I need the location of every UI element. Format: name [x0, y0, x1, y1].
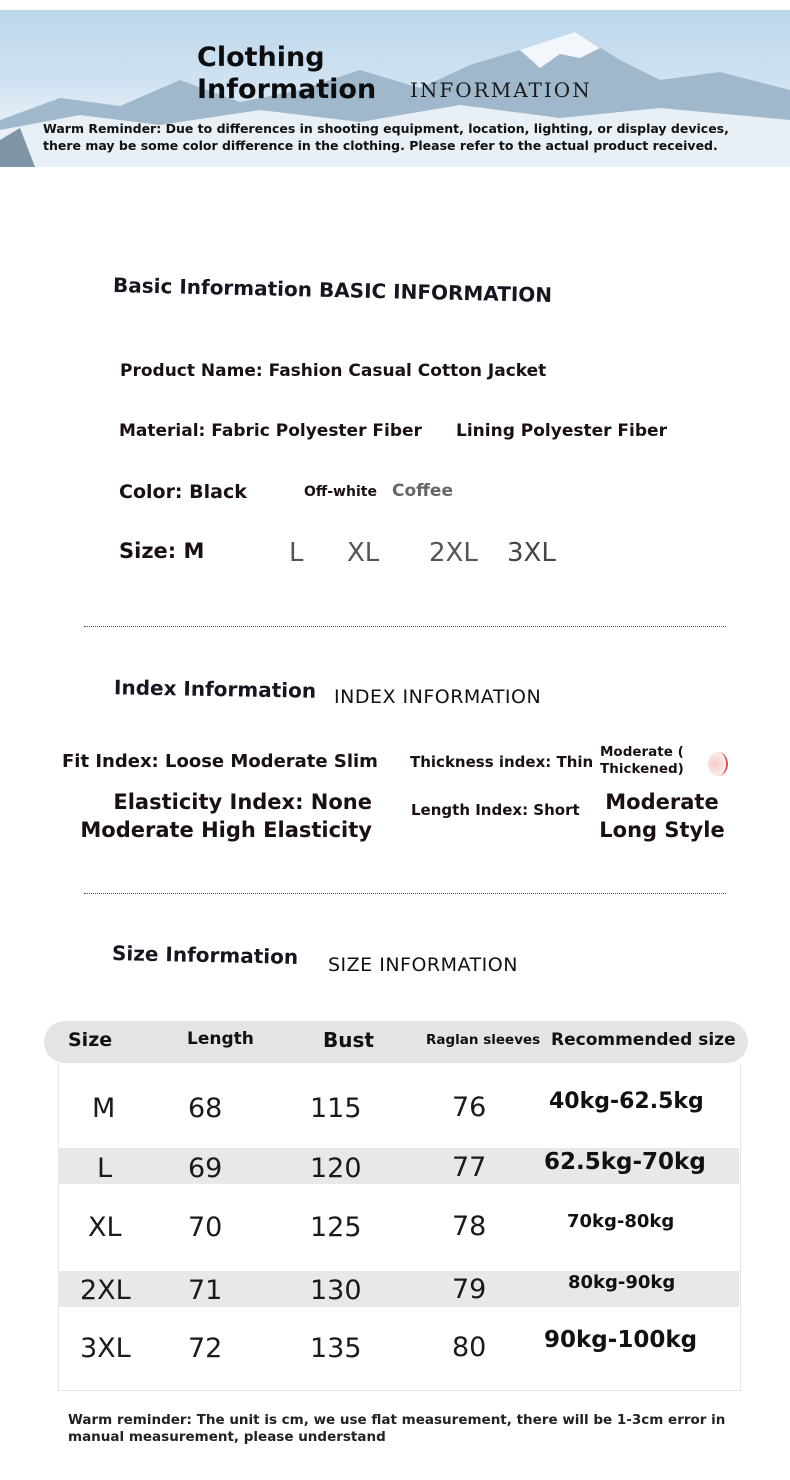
color-reminder: Warm Reminder: Due to differences in shooting equipment, location, lighting, or display devices, there may be some color difference in the clothing. Please refer to the actual product received. — [43, 121, 729, 153]
cell-raglan: 78 — [452, 1211, 487, 1242]
length-index: Length Index: Short — [411, 801, 580, 819]
product-name: Product Name: Fashion Casual Cotton Jacket — [120, 361, 547, 381]
elasticity-index: Elasticity Index: None Moderate High Elasticity — [80, 790, 372, 842]
thickness-more: Moderate ( Thickened) — [600, 744, 684, 777]
size-option-3xl: 3XL — [507, 538, 556, 568]
header-size: Size — [68, 1029, 113, 1051]
thickness-index: Thickness index: Thin — [410, 753, 594, 771]
header-banner — [0, 10, 790, 167]
size-label: Size: M — [119, 539, 205, 563]
table-row — [58, 1184, 739, 1271]
measurement-footnote: Warm reminder: The unit is cm, we use flat measurement, there will be 1-3cm error in manual measurement, please understand — [68, 1412, 726, 1445]
cell-recommended: 62.5kg-70kg — [544, 1149, 706, 1175]
color-option-offwhite: Off-white — [304, 484, 377, 500]
size-info-subtitle: SIZE INFORMATION — [328, 954, 518, 976]
header-raglan-sleeves: Raglan sleeves — [426, 1032, 541, 1048]
table-row — [58, 1307, 739, 1390]
cell-recommended: 40kg-62.5kg — [549, 1089, 704, 1114]
size-option-l: L — [289, 538, 304, 568]
section-divider — [84, 893, 726, 894]
cell-length: 72 — [188, 1333, 223, 1364]
section-divider — [84, 626, 726, 627]
cell-size: M — [92, 1093, 116, 1124]
lining: Lining Polyester Fiber — [456, 421, 667, 441]
color-label: Color: Black — [119, 481, 247, 503]
basic-info-title: Basic Information BASIC INFORMATION — [112, 273, 553, 307]
cell-bust: 125 — [310, 1212, 362, 1243]
cell-bust: 130 — [310, 1275, 362, 1306]
header-bust: Bust — [323, 1028, 374, 1052]
cell-length: 71 — [188, 1275, 223, 1306]
cell-size: 2XL — [80, 1275, 131, 1306]
cell-recommended: 90kg-100kg — [544, 1327, 698, 1353]
cell-size: L — [97, 1153, 113, 1184]
size-option-2xl: 2XL — [429, 538, 478, 568]
size-info-title: Size Information — [111, 941, 299, 969]
material: Material: Fabric Polyester Fiber — [119, 421, 422, 441]
table-row — [58, 1063, 739, 1148]
size-option-xl: XL — [347, 538, 380, 568]
index-info-subtitle: INDEX INFORMATION — [334, 686, 542, 708]
cell-length: 69 — [188, 1153, 223, 1184]
table-row — [58, 1271, 739, 1307]
cell-length: 70 — [188, 1212, 223, 1243]
thickness-mark — [708, 752, 728, 776]
cell-recommended: 80kg-90kg — [568, 1272, 676, 1293]
color-option-coffee: Coffee — [392, 481, 453, 501]
length-more: Moderate Long Style — [599, 790, 725, 842]
page-subtitle: INFORMATION — [410, 78, 592, 102]
cell-size: XL — [88, 1212, 122, 1243]
cell-raglan: 76 — [452, 1092, 487, 1123]
cell-raglan: 80 — [452, 1332, 487, 1363]
cell-size: 3XL — [80, 1333, 131, 1364]
cell-bust: 120 — [310, 1153, 362, 1184]
header-length: Length — [187, 1029, 254, 1049]
index-info-title: Index Information — [113, 675, 317, 703]
cell-length: 68 — [188, 1093, 223, 1124]
page-title: Clothing Information — [197, 42, 377, 105]
cell-bust: 115 — [310, 1093, 362, 1124]
cell-bust: 135 — [310, 1333, 362, 1364]
fit-index: Fit Index: Loose Moderate Slim — [62, 751, 378, 772]
header-recommended-size: Recommended size — [551, 1030, 736, 1050]
cell-raglan: 79 — [452, 1274, 487, 1305]
cell-recommended: 70kg-80kg — [567, 1211, 675, 1232]
cell-raglan: 77 — [452, 1152, 487, 1183]
table-row — [58, 1148, 739, 1184]
